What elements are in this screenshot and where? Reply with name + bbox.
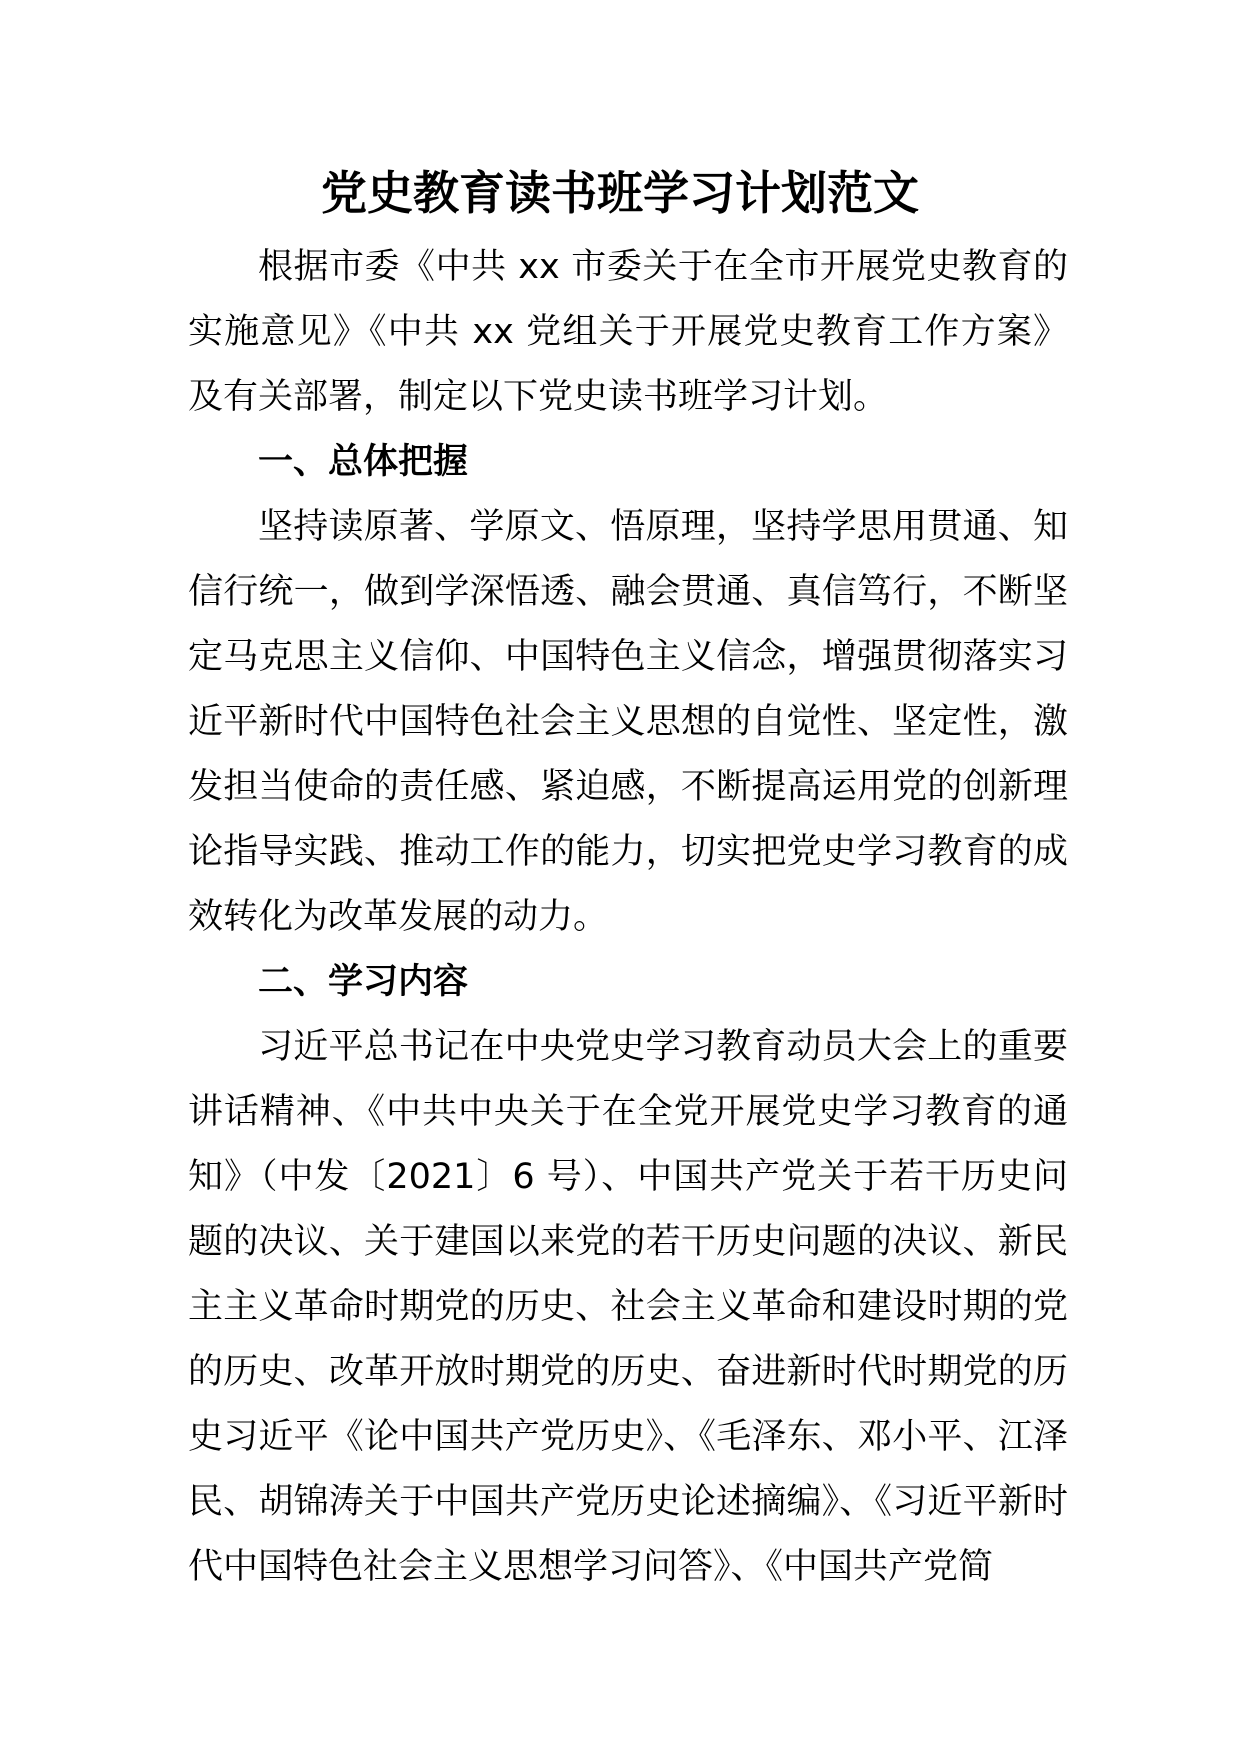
intro-paragraph: 根据市委《中共 xx 市委关于在全市开展党史教育的实施意见》《中共 xx 党组关于开展党史教育工作方案》及有关部署，制定以下党史读书班学习计划。: [188, 247, 1068, 417]
section-paragraph-overall: 坚持读原著、学原文、悟原理，坚持学思用贯通、知信行统一，做到学深悟透、融会贯通、真信笃行，不断坚定马克思主义信仰、中国特色主义信念，增强贯彻落实习近平新时代中国特色社会主义思想的自觉性、坚定性，激发担当使命的责任感、紧迫感，不断提高运用党的创新理论指导实践、推动工作的能力，切实把党史学习教育的成效转化为改革发展的动力。: [188, 507, 1068, 937]
section-heading-study-content: 二、学习内容: [258, 962, 469, 1002]
document-body: [188, 235, 1068, 1600]
section-paragraph-study-content: 习近平总书记在中央党史学习教育动员大会上的重要讲话精神、《中共中央关于在全党开展党史学习教育的通知》（中发〔2021〕6 号）、中国共产党关于若干历史问题的决议、关于建国以来党的若干历史问题的决议、新民主主义革命时期党的历史、社会主义革命和建设时期的党的历史、改革开放时期党的历史、奋进新时代时期党的历史习近平《论中国共产党历史》、《毛泽东、邓小平、江泽民、胡锦涛关于中国共产党历史论述摘编》、《习近平新时代中国特色社会主义思想学习问答》、《中国共产党简: [188, 1027, 1068, 1587]
section-heading-overall: 一、总体把握: [258, 442, 469, 482]
document-title: 党史教育读书班学习计划范文: [321, 166, 919, 220]
